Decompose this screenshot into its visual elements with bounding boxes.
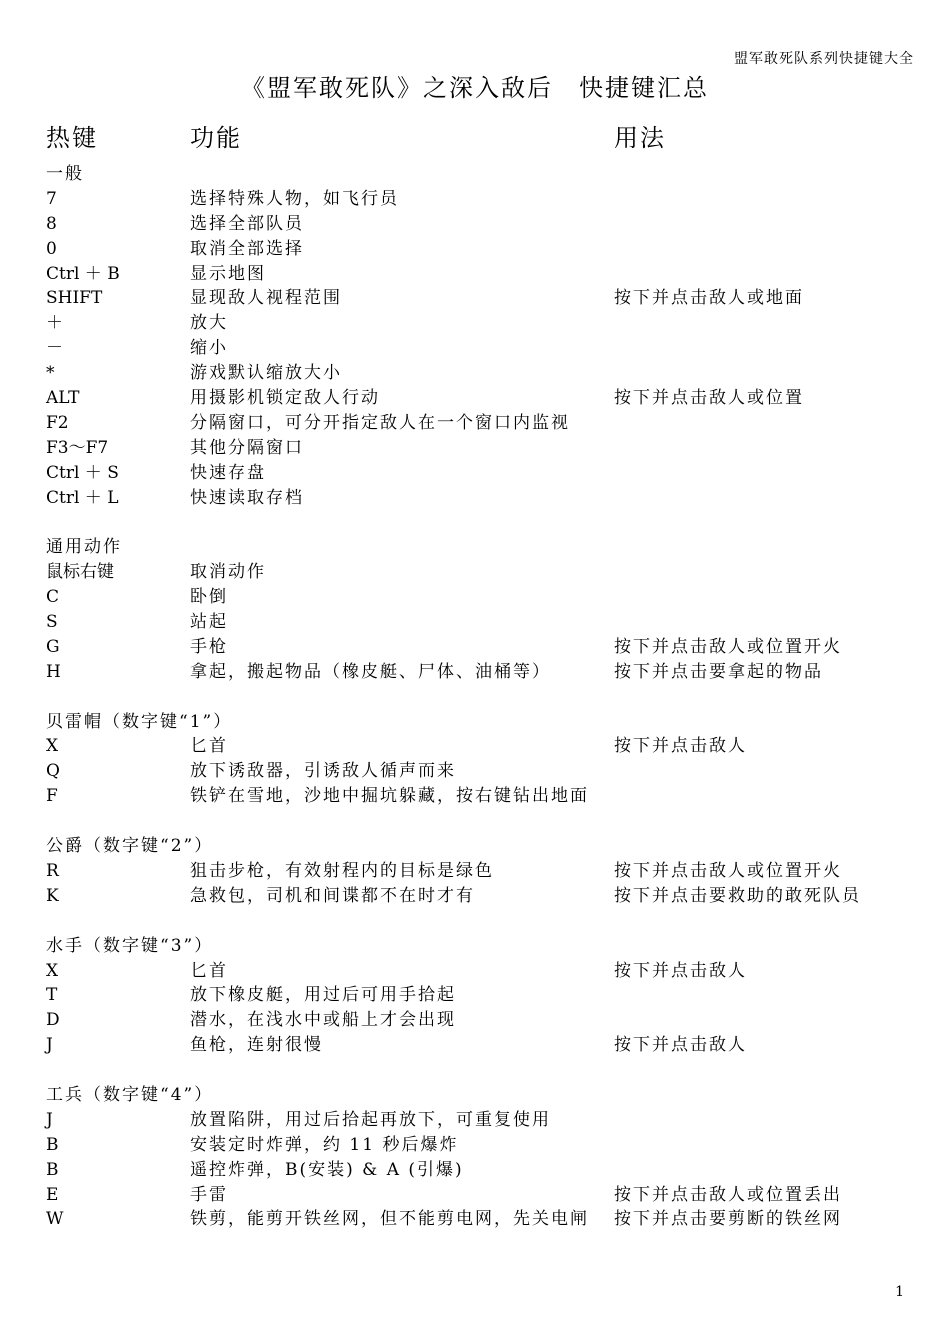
function-text: 潜水，在浅水中或船上才会出现 [190,1010,456,1031]
shortcut-row [0,983,950,1008]
shortcut-row [0,1108,950,1133]
running-header: 盟军敢死队系列快捷键大全 [734,51,914,67]
hotkey: B [46,1159,59,1180]
function-text: 遥控炸弹，B(安装) & A (引爆) [190,1159,464,1180]
shortcut-row [0,660,950,685]
function-text: 取消动作 [190,562,266,583]
hotkey: － [46,338,63,359]
hotkey: 7 [46,188,57,209]
function-text: 显现敌人视程范围 [190,288,342,309]
shortcut-row [0,187,950,212]
shortcut-row [0,610,950,635]
section-title [0,934,950,959]
hotkey: J [46,1109,53,1130]
column-header-hotkey: 热键 [46,124,98,152]
function-text: 放大 [190,313,228,334]
usage-text: 按下并点击敌人或位置 [614,388,804,409]
usage-text: 按下并点击敌人或位置开火 [614,860,842,881]
usage-text: 按下并点击敌人 [614,1035,747,1056]
section-spacer [0,685,950,710]
function-text: 安装定时炸弹，约 11 秒后爆炸 [190,1134,459,1155]
section-title-text: 公爵（数字键“2”） [46,836,214,857]
hotkey: Ctrl ＋ S [46,462,119,483]
shortcut-row [0,361,950,386]
shortcut-row [0,585,950,610]
hotkey: SHIFT [46,288,103,309]
shortcut-row [0,734,950,759]
function-text: 其他分隔窗口 [190,437,304,458]
shortcut-row [0,1033,950,1058]
shortcut-row [0,311,950,336]
function-text: 取消全部选择 [190,238,304,259]
shortcut-row [0,436,950,461]
shortcut-row [0,461,950,486]
function-text: 快速读取存档 [190,487,304,508]
usage-text: 按下并点击要救助的敢死队员 [614,885,861,906]
section-title-text: 贝雷帽（数字键“1”） [46,711,233,732]
shortcut-row [0,560,950,585]
shortcut-row [0,859,950,884]
shortcut-row [0,1008,950,1033]
section-title-text: 一般 [46,164,84,184]
function-text: 急救包，司机和间谍都不在时才有 [190,885,475,906]
section-spacer [0,510,950,535]
section-title-text: 工兵（数字键“4”） [46,1084,214,1105]
hotkey: ALT [46,388,80,409]
section-title [0,535,950,560]
hotkey: H [46,661,61,682]
section-title [0,162,950,187]
shortcut-row [0,237,950,262]
function-text: 铁铲在雪地，沙地中掘坑躲藏，按右键钻出地面 [190,786,589,807]
hotkey: Ctrl ＋ B [46,263,120,284]
function-text: 放下诱敌器，引诱敌人循声而来 [190,761,456,782]
usage-text: 按下并点击要剪断的铁丝网 [614,1209,842,1230]
hotkey: T [46,985,58,1006]
hotkey: C [46,587,60,608]
hotkey: E [46,1184,59,1205]
hotkey: X [46,736,59,757]
shortcut-row [0,959,950,984]
hotkey: Ctrl ＋ L [46,487,119,508]
hotkey: F3～F7 [46,437,109,458]
page-number: 1 [895,1284,904,1300]
function-text: 狙击步枪，有效射程内的目标是绿色 [190,860,494,881]
hotkey: 8 [46,213,57,234]
usage-text: 按下并点击敌人 [614,736,747,757]
hotkey: 0 [46,238,57,259]
function-text: 选择特殊人物，如飞行员 [190,188,399,209]
shortcut-row [0,336,950,361]
hotkey: G [46,636,60,657]
function-text: 铁剪，能剪开铁丝网，但不能剪电网，先关电闸 [190,1209,589,1230]
column-headers [0,118,950,150]
shortcut-row [0,635,950,660]
function-text: 选择全部队员 [190,213,304,234]
hotkey: D [46,1010,60,1031]
shortcut-row [0,262,950,287]
function-text: 拿起，搬起物品（橡皮艇、尸体、油桶等） [190,661,551,682]
shortcut-row [0,759,950,784]
function-text: 卧倒 [190,587,228,608]
shortcut-row [0,784,950,809]
usage-text: 按下并点击敌人或位置开火 [614,636,842,657]
section-spacer [0,909,950,934]
shortcut-row [0,1158,950,1183]
shortcut-row [0,286,950,311]
column-header-usage: 用法 [614,124,666,152]
shortcut-row [0,411,950,436]
function-text: 放置陷阱，用过后拾起再放下，可重复使用 [190,1109,551,1130]
function-text: 匕首 [190,736,228,757]
function-text: 匕首 [190,960,228,981]
usage-text: 按下并点击敌人 [614,960,747,981]
function-text: 手枪 [190,636,228,657]
page-title: 《盟军敢死队》之深入敌后 快捷键汇总 [241,74,709,102]
hotkey: J [46,1035,53,1056]
shortcut-row [0,1133,950,1158]
shortcut-row [0,486,950,511]
function-text: 缩小 [190,338,228,359]
shortcut-list [0,162,950,1232]
function-text: 鱼枪，连射很慢 [190,1035,323,1056]
section-title-text: 通用动作 [46,537,122,558]
function-text: 分隔窗口，可分开指定敌人在一个窗口内监视 [190,412,570,433]
section-title [0,1083,950,1108]
hotkey: F2 [46,412,69,433]
hotkey: 鼠标右键 [46,562,114,583]
usage-text: 按下并点击要拿起的物品 [614,661,823,682]
function-text: 游戏默认缩放大小 [190,363,342,384]
function-text: 放下橡皮艇，用过后可用手拾起 [190,985,456,1006]
usage-text: 按下并点击敌人或位置丢出 [614,1184,842,1205]
shortcut-row [0,884,950,909]
hotkey: W [46,1209,64,1230]
function-text: 手雷 [190,1184,228,1205]
hotkey: ＋ [46,313,63,334]
hotkey: K [46,885,59,906]
section-title [0,710,950,735]
hotkey: R [46,860,59,881]
hotkey: S [46,612,58,633]
function-text: 用摄影机锁定敌人行动 [190,388,380,409]
function-text: 站起 [190,612,228,633]
shortcut-row [0,386,950,411]
section-title [0,834,950,859]
shortcut-row [0,1207,950,1232]
section-spacer [0,1058,950,1083]
shortcut-row [0,212,950,237]
hotkey: * [46,363,55,384]
function-text: 快速存盘 [190,462,266,483]
shortcut-row [0,1183,950,1208]
column-header-function: 功能 [190,124,242,152]
hotkey: B [46,1134,59,1155]
function-text: 显示地图 [190,263,266,284]
section-title-text: 水手（数字键“3”） [46,935,214,956]
hotkey: Q [46,761,60,782]
hotkey: F [46,786,58,807]
section-spacer [0,809,950,834]
usage-text: 按下并点击敌人或地面 [614,288,804,309]
hotkey: X [46,960,59,981]
